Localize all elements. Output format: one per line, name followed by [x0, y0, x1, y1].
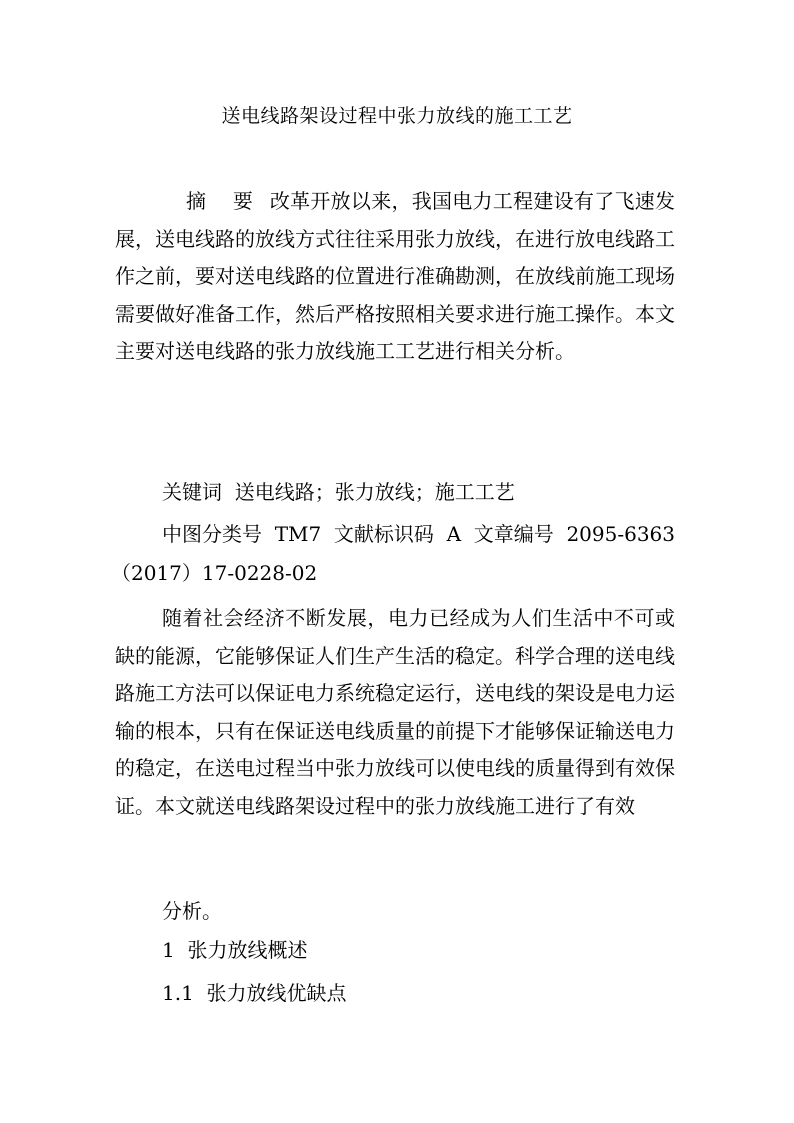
article-no-label: 文章编号	[473, 522, 554, 546]
abstract-paragraph	[115, 183, 675, 371]
keywords-text: 送电线路；张力放线；施工工艺	[234, 480, 515, 504]
keywords-line	[162, 477, 675, 507]
section-title: 张力放线优缺点	[206, 981, 347, 1005]
body-paragraph: 随着社会经济不断发展，电力已经成为人们生活中不可或缺的能源，它能够保证人们生产生活的稳定。科学合理的送电线路施工方法可以保证电力系统稳定运行，送电线的架设是电力运输的根本，只有在保证送电线质量的前提下才能够保证输送电力的稳定，在送电过程当中张力放线可以使电线的质量得到有效保证。本文就送电线路架设过程中的张力放线施工进行了有效	[115, 606, 675, 818]
keywords-label: 关键词	[162, 480, 222, 504]
body-paragraph-tail: 分析。	[162, 899, 222, 923]
article-no-continuation: （2017）17-0228-02	[111, 561, 318, 585]
section-number: 1	[162, 938, 175, 962]
abstract-label: 摘 要	[186, 189, 264, 213]
article-no-value: 2095-6363	[566, 522, 675, 546]
doc-code-label: 文献标识码	[333, 522, 434, 546]
clc-label: 中图分类号	[162, 522, 262, 546]
clc-value: TM7	[274, 522, 322, 546]
abstract-text: 改革开放以来，我国电力工程建设有了飞速发展，送电线路的放线方式往往采用张力放线，在进行放电线路工作之前，要对送电线路的位置进行准确勘测，在放线前施工现场需要做好准备工作，然后严格按照相关要求进行施工操作。本文主要对送电线路的张力放线施工工艺进行相关分析。	[115, 189, 676, 363]
document-title: 送电线路架设过程中张力放线的施工工艺	[221, 105, 573, 127]
section-heading-1	[162, 935, 307, 965]
section-title: 张力放线概述	[187, 938, 308, 962]
section-heading-1-1	[162, 978, 347, 1008]
doc-code-value: A	[446, 522, 462, 546]
classification-line	[162, 519, 675, 549]
section-number: 1.1	[162, 981, 194, 1005]
